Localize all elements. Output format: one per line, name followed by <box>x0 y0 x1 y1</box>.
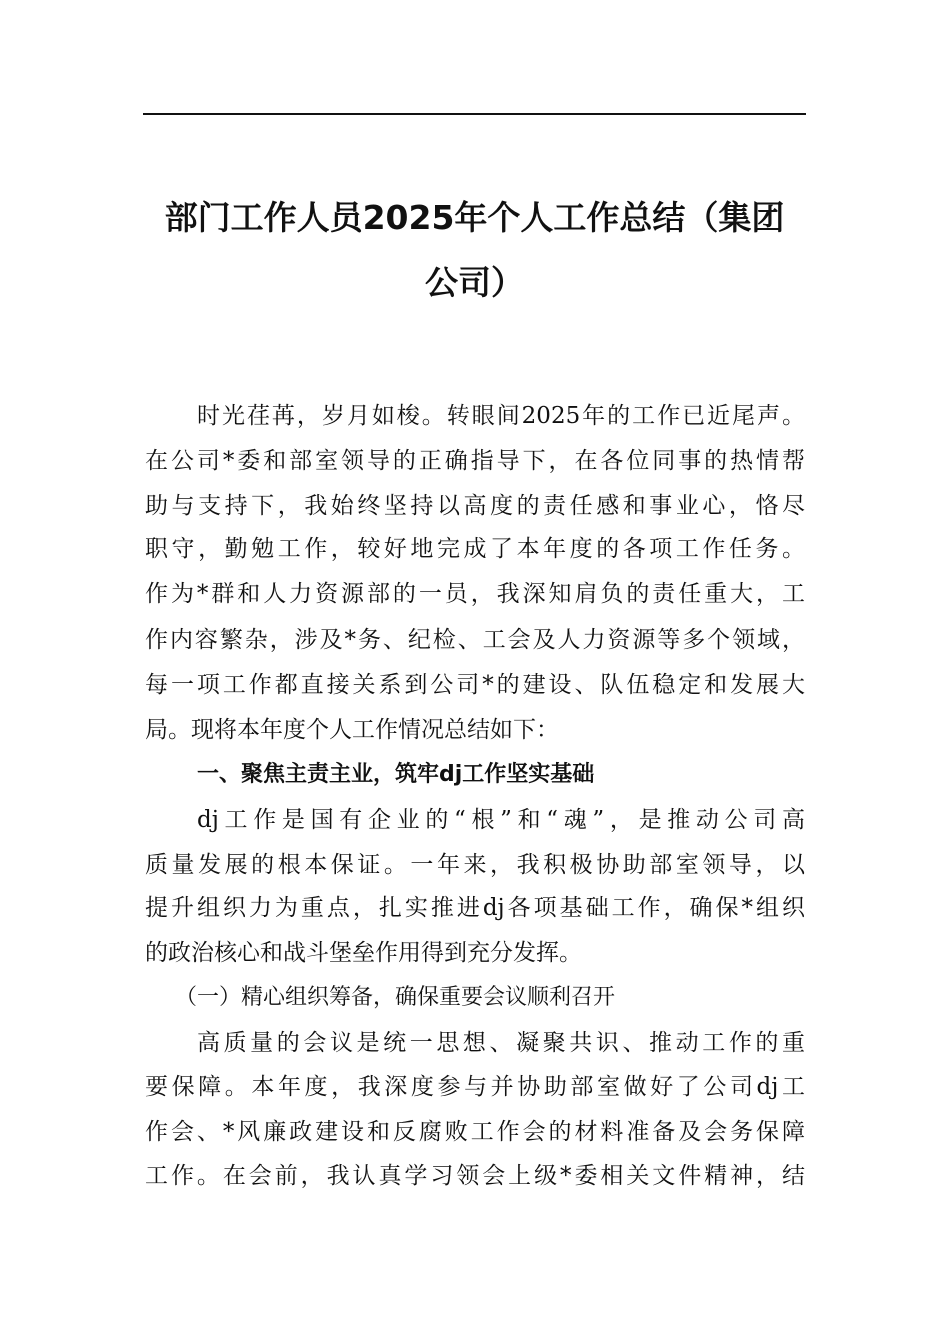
paragraph-line: 作会、*风廉政建设和反腐败工作会的材料准备及会务保障 <box>145 1119 805 1145</box>
paragraph-line: 助与支持下，我始终坚持以高度的责任感和事业心，恪尽 <box>145 493 805 519</box>
paragraph-line: 质量发展的根本保证。一年来，我积极协助部室领导，以 <box>145 852 805 878</box>
paragraph-line: 作内容繁杂，涉及*务、纪检、工会及人力资源等多个领域， <box>145 627 805 653</box>
paragraph-line: 高质量的会议是统一思想、凝聚共识、推动工作的重 <box>197 1030 805 1056</box>
document-title-line-2: 公司） <box>425 263 524 302</box>
section-heading: 一、聚焦主责主业，筑牢dj工作坚实基础 <box>197 762 595 787</box>
header-rule <box>143 113 806 115</box>
document-title-line-1: 部门工作人员2025年个人工作总结（集团 <box>164 198 785 237</box>
paragraph-line: dj工作是国有企业的“根”和“魂”，是推动公司高 <box>197 807 805 833</box>
paragraph-line: 工作。在会前，我认真学习领会上级*委相关文件精神，结 <box>145 1163 805 1189</box>
paragraph-line: 作为*群和人力资源部的一员，我深知肩负的责任重大，工 <box>145 581 805 607</box>
paragraph-line: 在公司*委和部室领导的正确指导下，在各位同事的热情帮 <box>145 448 805 474</box>
paragraph-line: 要保障。本年度，我深度参与并协助部室做好了公司dj工 <box>145 1074 805 1100</box>
paragraph-line: 的政治核心和战斗堡垒作用得到充分发挥。 <box>145 940 582 966</box>
paragraph-line: 局。现将本年度个人工作情况总结如下： <box>145 717 559 743</box>
paragraph-line: 提升组织力为重点，扎实推进dj各项基础工作，确保*组织 <box>145 895 805 921</box>
subsection-heading: （一）精心组织筹备，确保重要会议顺利召开 <box>175 985 616 1010</box>
paragraph-line: 职守，勤勉工作，较好地完成了本年度的各项工作任务。 <box>145 536 805 562</box>
paragraph-line: 时光荏苒，岁月如梭。转眼间2025年的工作已近尾声。 <box>197 403 805 429</box>
paragraph-line: 每一项工作都直接关系到公司*的建设、队伍稳定和发展大 <box>145 672 805 698</box>
